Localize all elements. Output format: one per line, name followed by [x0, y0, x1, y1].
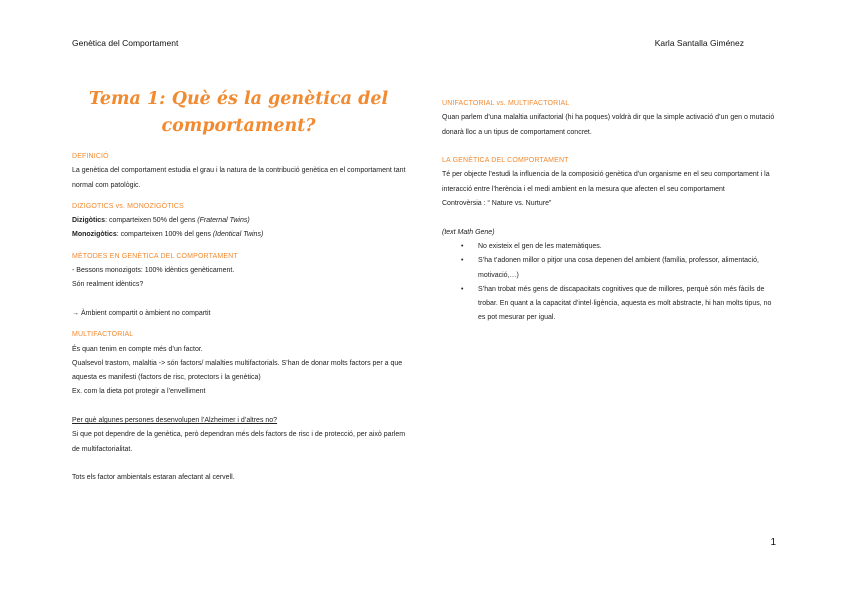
list-item: • No existeix el gen de les matemàtiques. — [478, 240, 778, 254]
header-author: Karla Santalla Giménez — [654, 38, 744, 48]
multifactorial-line-3: Ex. com la dieta pot protegir a l’envelliment — [72, 388, 206, 396]
metodes-line-2: Són realment idèntics? — [72, 281, 144, 289]
monozigotics-label: Monozigòtics — [72, 231, 117, 239]
title-line-2: comportament? — [161, 116, 316, 136]
multifactorial-line-2: Qualsevol trastorn, malaltia -> són factors/ malalties multifactorials. S’han de donar molts factors per a que aquesta es manifesti (factors de risc, protectors i la genètica) — [72, 359, 403, 382]
unifactorial-heading: UNIFACTORIAL vs. MULTIFACTORIAL — [442, 100, 570, 107]
math-gene-list — [442, 240, 778, 326]
header-course-title: Genètica del Comportament — [72, 38, 179, 48]
dizigotics-label: Dizigòtics — [72, 217, 106, 225]
alzheimer-question: Per què algunes persones desenvolupen l’Alzheimer i d’altres no? — [72, 417, 278, 425]
monozigotics-italic: (Identical Twins) — [212, 231, 264, 239]
dizigotics-text: : comparteixen 50% del gens — [105, 217, 198, 225]
alzheimer-answer: Si que pot dependre de la genètica, però dependran més dels factors de risc i de protecció, per això parlem de multifactorialitat. — [72, 431, 406, 453]
metodes-heading: MÈTODES EN GENÈTICA DEL COMPORTAMENT — [72, 252, 238, 260]
dizigotics-heading: DIZIGOTICS vs. MONOZIGÒTICS — [72, 202, 184, 210]
math-gene-label: (text Math Gene) — [442, 228, 495, 236]
list-item: • S’ha t’adonen millor o pitjor una cosa depenen del ambient (família, professor, alimentació, motivació,…) — [478, 254, 778, 283]
left-column — [72, 150, 412, 486]
right-column — [442, 97, 778, 326]
unifactorial-text: Quan parlem d’una malaltia unifactorial (hi ha poques) voldrà dir que la simple activació d’un gen o mutació donarà lloc a un tipus de comportament concret. — [442, 114, 775, 136]
multifactorial-line-1: És quan tenim en compte més d’un factor. — [72, 345, 203, 353]
definicio-text: La genètica del comportament estudia el grau i la natura de la contribució genètica en el comportament tant normal com patològic. — [72, 167, 406, 189]
monozigotics-line — [72, 228, 412, 242]
title-line-1: Tema 1: Què és la genètica del — [88, 89, 389, 109]
dizigotics-line — [72, 214, 412, 228]
page-number: 1 — [770, 537, 776, 548]
definicio-heading: DEFINICIÓ — [72, 153, 109, 160]
genetica-heading: LA GENÈTICA DEL COMPORTAMENT — [442, 157, 569, 165]
alzheimer-closing: Tots els factor ambientals estaran afectant al cervell. — [72, 474, 235, 482]
list-item: • S’han trobat més gens de discapacitats cognitives que de millores, perquè són més fàcils de trobar. En quant a la capacitat d’intel·ligència, aquesta es molt abstracte, hi han molts tipus, no es pot mesurar per igual. — [478, 283, 778, 326]
genetica-text: Té per objecte l’estudi la influencia de la composició genètica d’un organisme en el seu comportament i la interacció entre l’herència i el medi ambient en la mesura que afecten el seu comportament — [442, 171, 770, 193]
multifactorial-heading: MULTIFACTORIAL — [72, 331, 134, 339]
metodes-line-1: - Bessons monozigots: 100% idèntics genèticament. — [72, 267, 235, 275]
monozigotics-text: : comparteixen 100% del gens — [116, 231, 213, 239]
dizigotics-italic: (Fraternal Twins) — [197, 217, 250, 225]
page-title — [72, 86, 405, 140]
metodes-arrow-line: → Àmbient compartit o àmbient no compartit — [72, 309, 211, 317]
genetica-controversia: Controvèrsia : “ Nature vs. Nurture” — [442, 200, 552, 208]
